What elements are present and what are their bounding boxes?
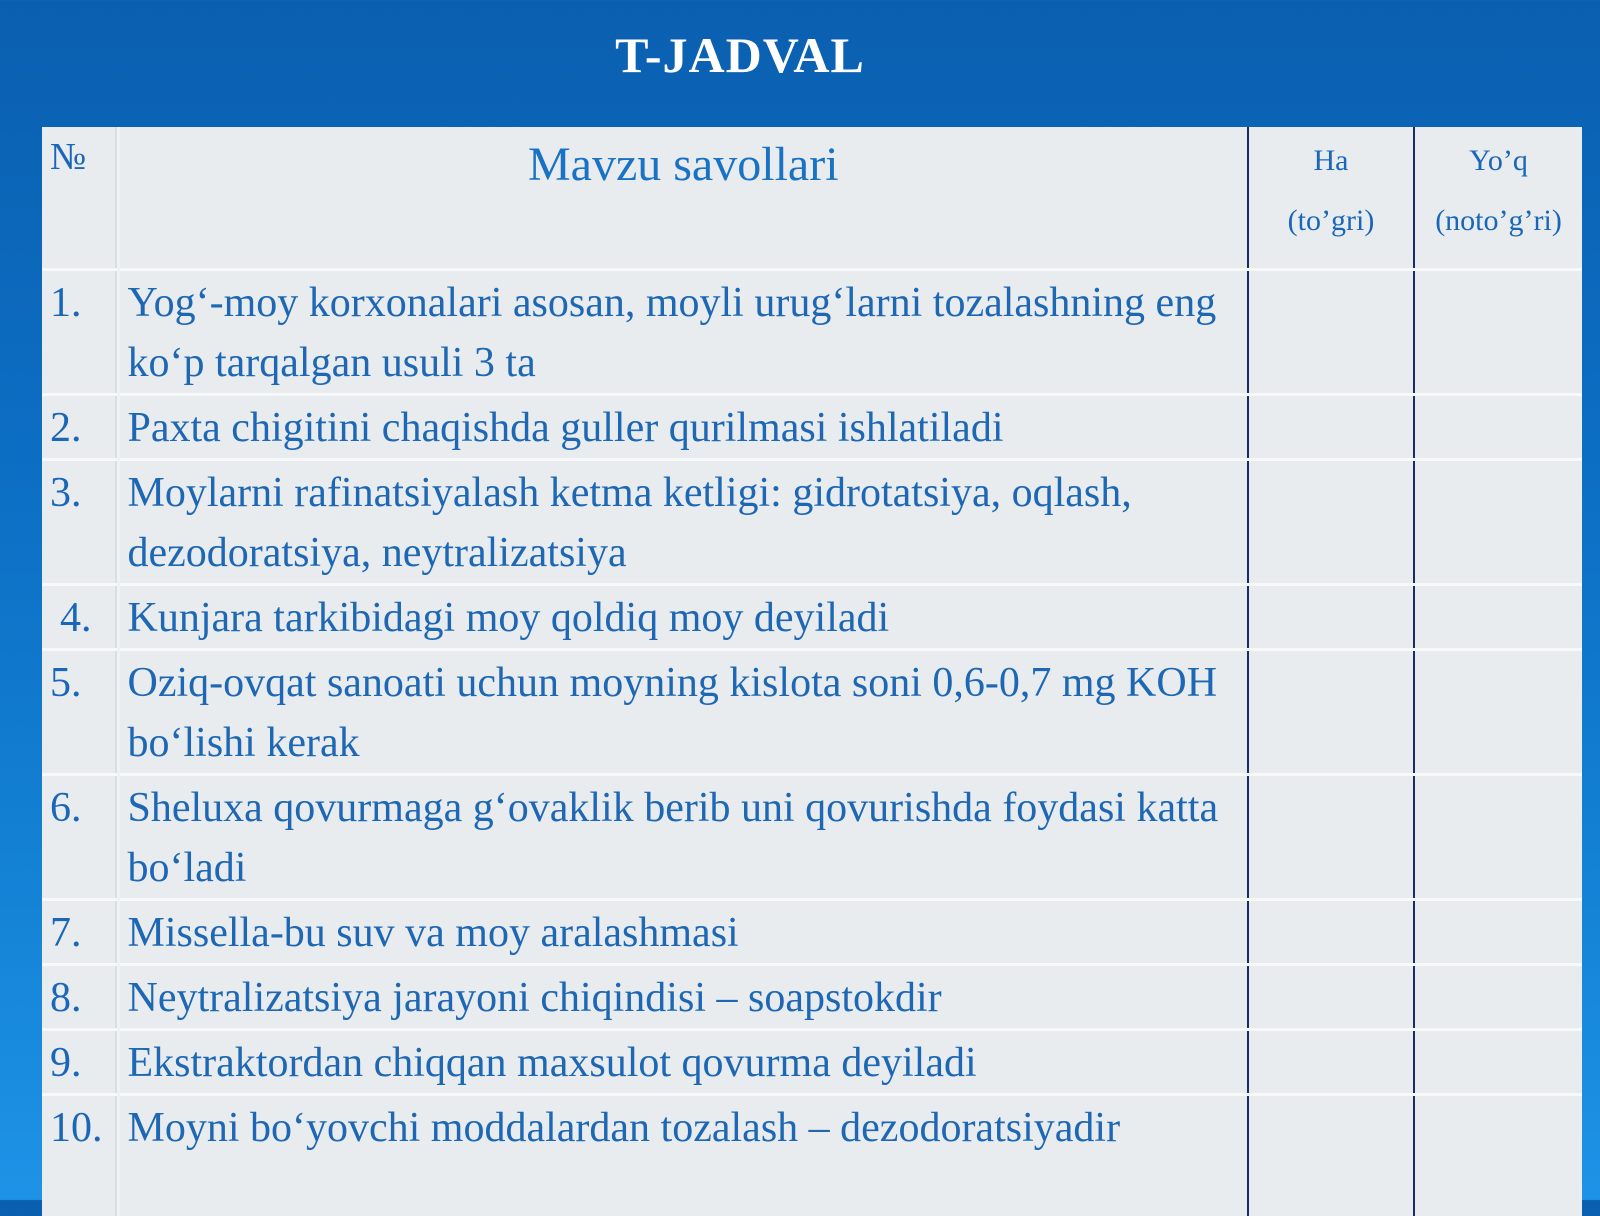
answer-yes-cell[interactable] bbox=[1248, 395, 1414, 460]
row-question: Moyni bo‘yovchi moddalardan tozalash – dezodoratsiyadir bbox=[120, 1096, 1248, 1158]
row-number: 3. bbox=[42, 461, 117, 523]
header-no-note: (noto’g’ri) bbox=[1415, 191, 1582, 251]
answer-no-cell[interactable] bbox=[1414, 585, 1582, 650]
table-row bbox=[42, 395, 1582, 460]
answer-no-cell[interactable] bbox=[1414, 775, 1582, 900]
row-number: 1. bbox=[42, 271, 117, 333]
row-number: 4. bbox=[42, 586, 117, 648]
row-question: Yog‘-moy korxonalari asosan, moyli urug‘larni tozalashning eng ko‘p tarqalgan usuli 3 ta bbox=[120, 271, 1248, 393]
answer-yes-cell[interactable] bbox=[1248, 460, 1414, 585]
table-row bbox=[42, 270, 1582, 395]
row-number: 6. bbox=[42, 776, 117, 838]
row-number: 7. bbox=[42, 901, 117, 963]
row-question: Ekstraktordan chiqqan maxsulot qovurma deyiladi bbox=[120, 1031, 1248, 1093]
table-row bbox=[42, 1095, 1582, 1216]
answer-no-cell[interactable] bbox=[1414, 270, 1582, 395]
table-row bbox=[42, 965, 1582, 1030]
row-number: 2. bbox=[42, 396, 117, 458]
row-question: Sheluxa qovurmaga g‘ovaklik berib uni qovurishda foydasi katta bo‘ladi bbox=[120, 776, 1248, 898]
slide-title: T-JADVAL bbox=[0, 26, 1480, 84]
header-no bbox=[1414, 127, 1582, 270]
row-number: 5. bbox=[42, 651, 117, 713]
header-yes-label: Ha bbox=[1249, 131, 1413, 191]
header-number: № bbox=[42, 127, 118, 270]
table-row bbox=[42, 650, 1582, 775]
row-question: Paxta chigitini chaqishda guller qurilmasi ishlatiladi bbox=[120, 396, 1248, 458]
row-question: Missella-bu suv va moy aralashmasi bbox=[120, 901, 1248, 963]
row-question: Neytralizatsiya jarayoni chiqindisi – soapstokdir bbox=[120, 966, 1248, 1028]
answer-no-cell[interactable] bbox=[1414, 395, 1582, 460]
row-question: Oziq-ovqat sanoati uchun moyning kislota soni 0,6-0,7 mg KOH bo‘lishi kerak bbox=[120, 651, 1248, 773]
row-question: Moylarni rafinatsiyalash ketma ketligi: gidrotatsiya, oqlash, dezodoratsiya, neytralizatsiya bbox=[120, 461, 1248, 583]
answer-no-cell[interactable] bbox=[1414, 1095, 1582, 1216]
table-row bbox=[42, 900, 1582, 965]
header-questions: Mavzu savollari bbox=[118, 127, 1248, 270]
row-number: 8. bbox=[42, 966, 117, 1028]
table-row bbox=[42, 585, 1582, 650]
table-row bbox=[42, 1030, 1582, 1095]
table-row bbox=[42, 460, 1582, 585]
header-yes-note: (to’gri) bbox=[1249, 191, 1413, 251]
answer-no-cell[interactable] bbox=[1414, 460, 1582, 585]
row-number: 10. bbox=[42, 1096, 117, 1158]
answer-yes-cell[interactable] bbox=[1248, 650, 1414, 775]
answer-yes-cell[interactable] bbox=[1248, 900, 1414, 965]
answer-yes-cell[interactable] bbox=[1248, 965, 1414, 1030]
answer-yes-cell[interactable] bbox=[1248, 1030, 1414, 1095]
row-question: Kunjara tarkibidagi moy qoldiq moy deyiladi bbox=[120, 586, 1248, 648]
answer-yes-cell[interactable] bbox=[1248, 1095, 1414, 1216]
answer-yes-cell[interactable] bbox=[1248, 775, 1414, 900]
table-row bbox=[42, 775, 1582, 900]
answer-no-cell[interactable] bbox=[1414, 1030, 1582, 1095]
answer-no-cell[interactable] bbox=[1414, 650, 1582, 775]
answer-yes-cell[interactable] bbox=[1248, 585, 1414, 650]
answer-no-cell[interactable] bbox=[1414, 965, 1582, 1030]
row-number: 9. bbox=[42, 1031, 117, 1093]
table-header-row bbox=[42, 127, 1582, 270]
answer-yes-cell[interactable] bbox=[1248, 270, 1414, 395]
header-no-label: Yo’q bbox=[1415, 131, 1582, 191]
answer-no-cell[interactable] bbox=[1414, 900, 1582, 965]
header-yes bbox=[1248, 127, 1414, 270]
t-table bbox=[42, 127, 1582, 1216]
